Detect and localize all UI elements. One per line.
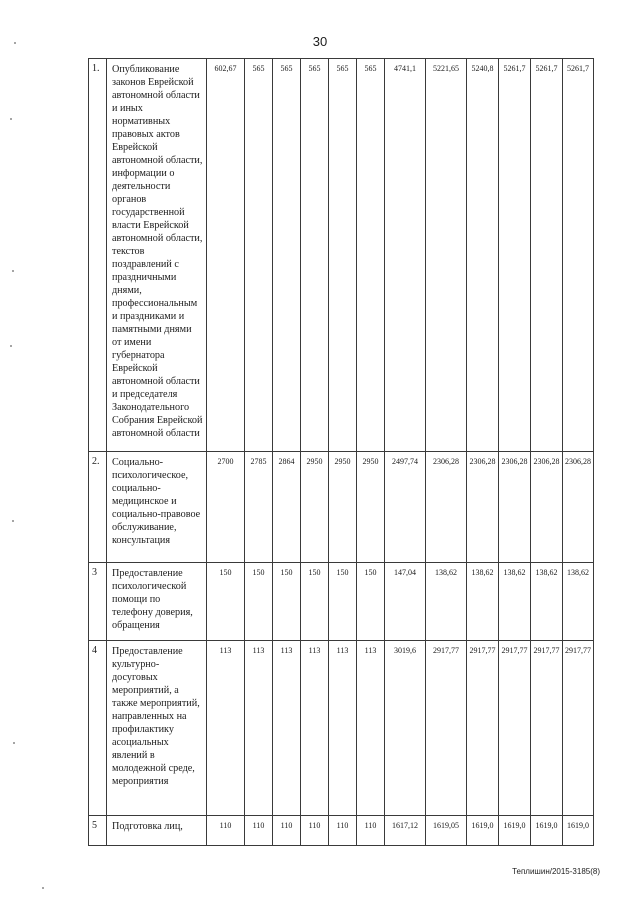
value-cell: 1619,0 xyxy=(563,816,594,846)
value-cell: 2306,28 xyxy=(531,452,563,563)
row-number: 3 xyxy=(89,563,107,641)
value-cell: 2785 xyxy=(245,452,273,563)
scan-speck xyxy=(12,520,14,522)
scan-speck xyxy=(14,42,16,44)
value-cell: 565 xyxy=(301,59,329,452)
row-number: 1. xyxy=(89,59,107,452)
value-cell: 150 xyxy=(301,563,329,641)
value-cell: 565 xyxy=(273,59,301,452)
value-cell: 2306,28 xyxy=(499,452,531,563)
value-cell: 113 xyxy=(245,641,273,816)
value-cell: 2917,77 xyxy=(426,641,467,816)
row-number: 4 xyxy=(89,641,107,816)
page-number: 30 xyxy=(312,34,328,49)
table-row xyxy=(89,563,594,641)
scan-speck xyxy=(13,742,15,744)
scan-speck xyxy=(10,118,12,120)
value-cell: 113 xyxy=(329,641,357,816)
value-cell: 1619,0 xyxy=(499,816,531,846)
table-row xyxy=(89,641,594,816)
value-cell: 110 xyxy=(273,816,301,846)
value-cell: 138,62 xyxy=(531,563,563,641)
value-cell: 5261,7 xyxy=(499,59,531,452)
value-cell: 113 xyxy=(207,641,245,816)
value-cell: 2917,77 xyxy=(563,641,594,816)
indicators-table xyxy=(88,58,594,846)
value-cell: 2306,28 xyxy=(426,452,467,563)
value-cell: 110 xyxy=(207,816,245,846)
scan-speck xyxy=(42,887,44,889)
document-footer-code: Теплишин/2015-3185(8) xyxy=(512,867,600,876)
value-cell: 110 xyxy=(357,816,385,846)
value-cell: 1619,0 xyxy=(467,816,499,846)
table-row xyxy=(89,452,594,563)
value-cell: 1619,0 xyxy=(531,816,563,846)
row-number: 2. xyxy=(89,452,107,563)
service-description: Опубликование законов Еврейской автономной области и иных нормативных правовых актов Еврейской автономной области, информации о деятельности органов государственной власти Еврейской автономной области, текстов поздравлений с праздничными днями, профессиональным и праздниками и памятными днями от имени губернатора Еврейской автономной области и председателя Законодательного Собрания Еврейской автономной области xyxy=(107,59,207,452)
value-cell: 2917,77 xyxy=(467,641,499,816)
value-cell: 2917,77 xyxy=(531,641,563,816)
value-cell: 5240,8 xyxy=(467,59,499,452)
value-cell: 150 xyxy=(273,563,301,641)
value-cell: 2497,74 xyxy=(385,452,426,563)
value-cell: 565 xyxy=(357,59,385,452)
value-cell: 150 xyxy=(329,563,357,641)
service-description: Предоставление психологической помощи по телефону доверия, обращения xyxy=(107,563,207,641)
value-cell: 565 xyxy=(329,59,357,452)
value-cell: 138,62 xyxy=(467,563,499,641)
value-cell: 3019,6 xyxy=(385,641,426,816)
service-description: Социально-психологическое, социально-медицинское и социально-правовое обслуживание, консультация xyxy=(107,452,207,563)
value-cell: 2700 xyxy=(207,452,245,563)
value-cell: 147,04 xyxy=(385,563,426,641)
value-cell: 5261,7 xyxy=(531,59,563,452)
scan-speck xyxy=(12,270,14,272)
value-cell: 5261,7 xyxy=(563,59,594,452)
value-cell: 2306,28 xyxy=(467,452,499,563)
value-cell: 5221,65 xyxy=(426,59,467,452)
value-cell: 110 xyxy=(301,816,329,846)
row-number: 5 xyxy=(89,816,107,846)
service-description: Предоставление культурно-досуговых мероприятий, а также мероприятий, направленных на профилактику асоциальных явлений в молодежной среде, мероприятия xyxy=(107,641,207,816)
table-row xyxy=(89,816,594,846)
value-cell: 113 xyxy=(357,641,385,816)
value-cell: 2950 xyxy=(301,452,329,563)
value-cell: 1617,12 xyxy=(385,816,426,846)
service-description: Подготовка лиц, xyxy=(107,816,207,846)
value-cell: 565 xyxy=(245,59,273,452)
value-cell: 2917,77 xyxy=(499,641,531,816)
value-cell: 150 xyxy=(245,563,273,641)
value-cell: 4741,1 xyxy=(385,59,426,452)
value-cell: 602,67 xyxy=(207,59,245,452)
value-cell: 138,62 xyxy=(426,563,467,641)
value-cell: 138,62 xyxy=(499,563,531,641)
value-cell: 2864 xyxy=(273,452,301,563)
value-cell: 110 xyxy=(245,816,273,846)
value-cell: 2950 xyxy=(329,452,357,563)
value-cell: 2950 xyxy=(357,452,385,563)
value-cell: 150 xyxy=(207,563,245,641)
value-cell: 110 xyxy=(329,816,357,846)
value-cell: 150 xyxy=(357,563,385,641)
table-body xyxy=(89,59,594,846)
scan-speck xyxy=(10,345,12,347)
value-cell: 2306,28 xyxy=(563,452,594,563)
value-cell: 138,62 xyxy=(563,563,594,641)
value-cell: 113 xyxy=(301,641,329,816)
table-row xyxy=(89,59,594,452)
value-cell: 1619,05 xyxy=(426,816,467,846)
value-cell: 113 xyxy=(273,641,301,816)
